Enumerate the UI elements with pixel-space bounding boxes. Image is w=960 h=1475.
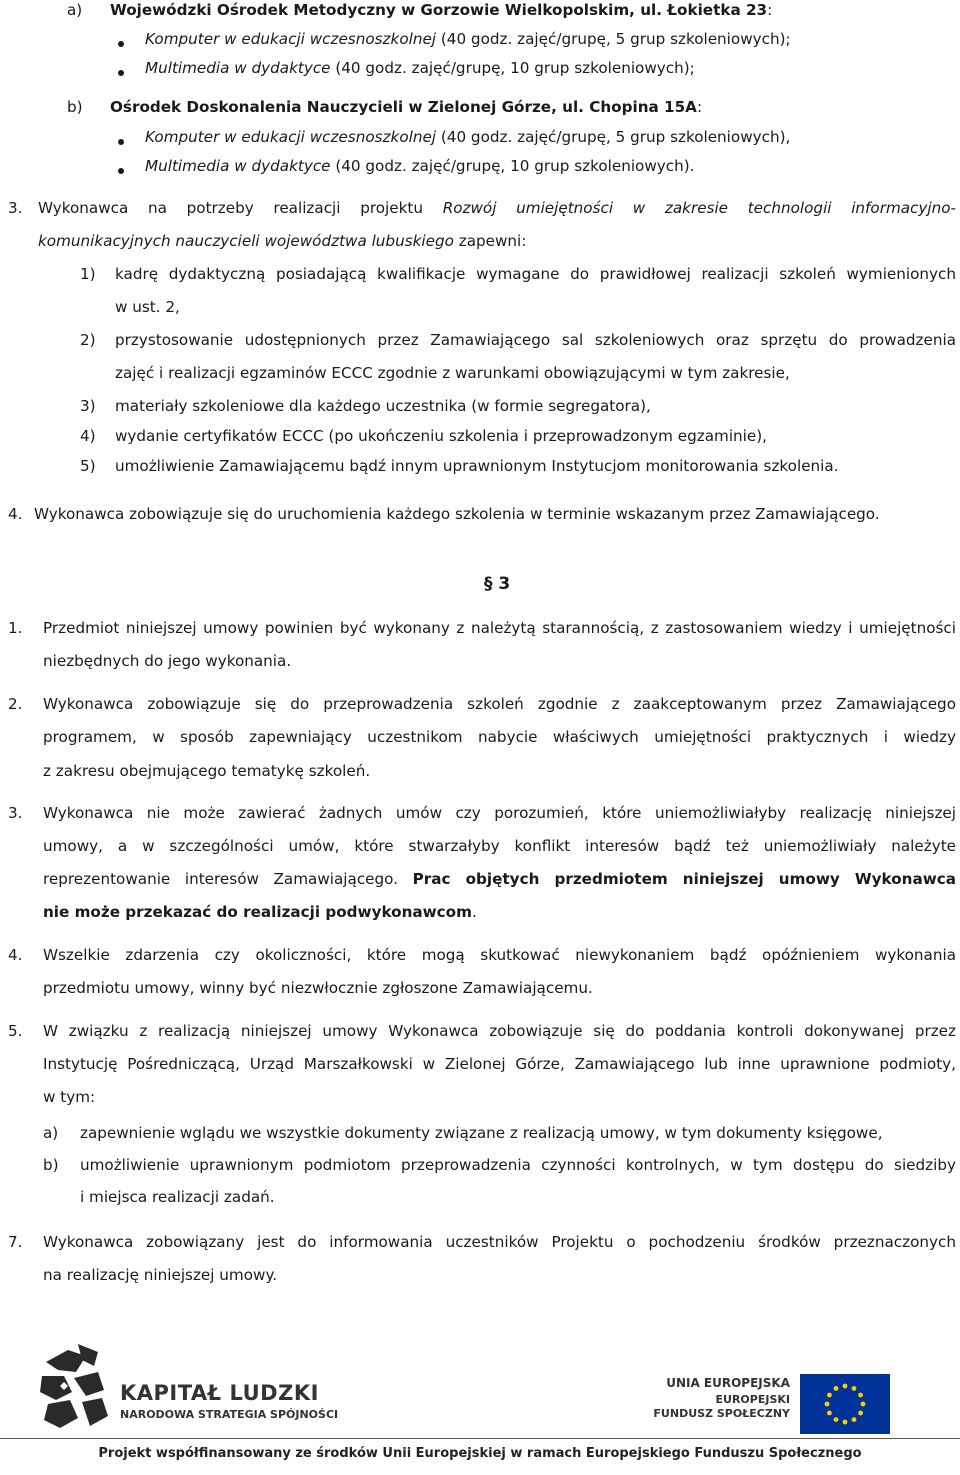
point-text-line: Instytucję Pośredniczącą, Urząd Marszałkowski w Zielonej Górze, Zamawiającego lub inne uprawnione podmioty, xyxy=(43,1055,956,1073)
course-details: (40 godz. zajęć/grupę, 10 grup szkoleniowych). xyxy=(330,157,695,175)
project-title: komunikacyjnych nauczycieli województwa lubuskiego xyxy=(38,232,454,250)
bullet-icon xyxy=(118,168,124,174)
flag-star xyxy=(843,1384,848,1389)
item-text: umożliwienie uprawnionym podmiotom przeprowadzenia czynności kontrolnych, w tym dostępu do siedziby xyxy=(80,1156,956,1174)
flag-star xyxy=(825,1402,830,1407)
point-text-line: Wykonawca zobowiązany jest do informowania uczestników Projektu o pochodzeniu środków przeznaczonych xyxy=(43,1233,956,1251)
heading-colon: : xyxy=(696,98,703,116)
course-details: (40 godz. zajęć/grupę, 5 grup szkoleniowych), xyxy=(436,128,791,146)
item-text: umożliwienie Zamawiającemu bądź innym uprawnionym Instytucjom monitorowania szkolenia. xyxy=(115,457,839,475)
item-text: kadrę dydaktyczną posiadającą kwalifikacje wymagane do prawidłowej realizacji szkoleń wymienionych xyxy=(115,265,956,283)
point-text-line xyxy=(43,902,477,922)
point-text-line: Wszelkie zdarzenia czy okoliczności, które mogą skutkować niewykonaniem bądź opóźnieniem wykonania xyxy=(43,946,956,964)
point-text-line: programem, w sposób zapewniający uczestnikom nabycie właściwych umiejętności praktycznych i wiedzy xyxy=(43,728,956,746)
paragraph-heading: § 3 xyxy=(484,574,511,594)
point-text-line: w tym: xyxy=(43,1088,96,1106)
item-text: wydanie certyfikatów ECCC (po ukończeniu szkolenia i przeprowadzonym egzaminie), xyxy=(115,427,767,445)
bullet-icon xyxy=(118,70,124,76)
eu-title: UNIA EUROPEJSKA xyxy=(666,1376,790,1390)
course-name: Komputer w edukacji wczesnoszkolnej xyxy=(145,128,437,146)
list-item xyxy=(145,156,694,176)
flag-star xyxy=(834,1386,839,1391)
flag-star xyxy=(827,1393,832,1398)
flag-star xyxy=(852,1417,857,1422)
eu-line: FUNDUSZ SPOŁECZNY xyxy=(653,1407,790,1420)
point-number: 3. xyxy=(8,199,23,217)
item-text: i miejsca realizacji zadań. xyxy=(80,1188,275,1206)
course-name: Multimedia w dydaktyce xyxy=(145,157,331,175)
item-number: 2) xyxy=(80,331,96,349)
bullet-icon xyxy=(118,41,124,47)
point-text-line xyxy=(38,198,956,218)
list-item xyxy=(145,29,791,49)
item-text: przystosowanie udostępnionych przez Zamawiającego sal szkoleniowych oraz sprzętu do prowadzenia xyxy=(115,331,956,349)
eu-line: EUROPEJSKI xyxy=(715,1393,790,1406)
item-number: 1) xyxy=(80,265,96,283)
bold-run: nie może przekazać do realizacji podwykonawcom xyxy=(43,903,472,921)
flag-star xyxy=(827,1411,832,1416)
project-title: Rozwój umiejętności w zakresie technologii informacyjno- xyxy=(442,199,956,217)
text-run: reprezentowanie interesów Zamawiającego. xyxy=(43,870,413,888)
point-text-line: Wykonawca zobowiązuje się do uruchomienia każdego szkolenia w terminie wskazanym przez Zamawiającego. xyxy=(34,505,880,523)
list-item xyxy=(145,127,790,147)
list-label: b) xyxy=(67,98,83,116)
flag-star xyxy=(861,1402,866,1407)
item-number: 5) xyxy=(80,457,96,475)
text-run: . xyxy=(471,903,477,921)
flag-star xyxy=(858,1411,863,1416)
point-text-line: Wykonawca zobowiązuje się do przeprowadzenia szkoleń zgodnie z zaakceptowanym przez Zamawiającego xyxy=(43,695,956,713)
bullet-icon xyxy=(118,139,124,145)
point-number: 2. xyxy=(8,695,23,713)
point-text-line: Wykonawca nie może zawierać żadnych umów czy porozumień, które uniemożliwiałyby realizację niniejszej xyxy=(43,804,956,822)
point-number: 3. xyxy=(8,804,23,822)
point-number: 7. xyxy=(8,1233,23,1251)
point-text-line: W związku z realizacją niniejszej umowy Wykonawca zobowiązuje się do poddania kontroli dokonywanej przez xyxy=(43,1022,956,1040)
heading-text: Wojewódzki Ośrodek Metodyczny w Gorzowie Wielkopolskim, ul. Łokietka 23 xyxy=(110,1,768,19)
point-number: 1. xyxy=(8,619,23,637)
kapital-ludzki-logo-icon xyxy=(38,1342,110,1432)
point-text-line: z zakresu obejmującego tematykę szkoleń. xyxy=(43,762,371,780)
flag-star xyxy=(843,1420,848,1425)
item-number: b) xyxy=(43,1156,59,1174)
item-number: 3) xyxy=(80,397,96,415)
footer-divider xyxy=(0,1438,960,1439)
section-heading xyxy=(110,97,702,117)
point-number: 4. xyxy=(8,505,23,523)
point-number: 5. xyxy=(8,1022,23,1040)
point-text-line xyxy=(43,869,956,889)
item-number: a) xyxy=(43,1124,59,1142)
course-name: Komputer w edukacji wczesnoszkolnej xyxy=(145,30,437,48)
list-label: a) xyxy=(67,1,83,19)
heading-colon: : xyxy=(767,1,773,19)
section-heading xyxy=(110,0,772,20)
project-funding-note: Projekt współfinansowany ze środków Unii Europejskiej w ramach Europejskiego Funduszu Społecznego xyxy=(98,1446,862,1461)
item-text: zapewnienie wglądu we wszystkie dokumenty związane z realizacją umowy, w tym dokumenty księgowe, xyxy=(80,1124,883,1142)
course-name: Multimedia w dydaktyce xyxy=(145,59,331,77)
text-run: zapewni: xyxy=(453,232,527,250)
kapital-ludzki-title: KAPITAŁ LUDZKI xyxy=(120,1381,319,1405)
point-text-line: Przedmiot niniejszej umowy powinien być wykonany z należytą starannością, z zastosowaniem wiedzy i umiejętności xyxy=(43,619,956,637)
point-number: 4. xyxy=(8,946,23,964)
bold-run: Prac objętych przedmiotem niniejszej umowy Wykonawca xyxy=(412,870,956,888)
point-text-line: umowy, a w szczególności umów, które stwarzałyby konflikt interesów bądź też uniemożliwiały należyte xyxy=(43,837,956,855)
course-details: (40 godz. zajęć/grupę, 10 grup szkoleniowych); xyxy=(330,59,695,77)
flag-star xyxy=(858,1393,863,1398)
item-number: 4) xyxy=(80,427,96,445)
point-text-line: przedmiotu umowy, winny być niezwłocznie zgłoszone Zamawiającemu. xyxy=(43,979,593,997)
item-text: w ust. 2, xyxy=(115,298,180,316)
text-run: Wykonawca na potrzeby realizacji projektu xyxy=(38,199,443,217)
kapital-ludzki-subtitle: NARODOWA STRATEGIA SPÓJNOŚCI xyxy=(120,1408,339,1421)
eu-flag-icon xyxy=(800,1374,890,1434)
flag-star xyxy=(852,1386,857,1391)
point-text-line: niezbędnych do jego wykonania. xyxy=(43,652,292,670)
point-text-line: na realizację niniejszej umowy. xyxy=(43,1266,278,1284)
heading-text: Ośrodek Doskonalenia Nauczycieli w Zielonej Górze, ul. Chopina 15A xyxy=(110,98,697,116)
flag-star xyxy=(834,1417,839,1422)
list-item xyxy=(145,58,695,78)
item-text: zajęć i realizacji egzaminów ECCC zgodnie z warunkami obowiązującymi w tym zakresie, xyxy=(115,364,790,382)
course-details: (40 godz. zajęć/grupę, 5 grup szkoleniowych); xyxy=(436,30,791,48)
item-text: materiały szkoleniowe dla każdego uczestnika (w formie segregatora), xyxy=(115,397,651,415)
point-text-line xyxy=(38,231,526,251)
